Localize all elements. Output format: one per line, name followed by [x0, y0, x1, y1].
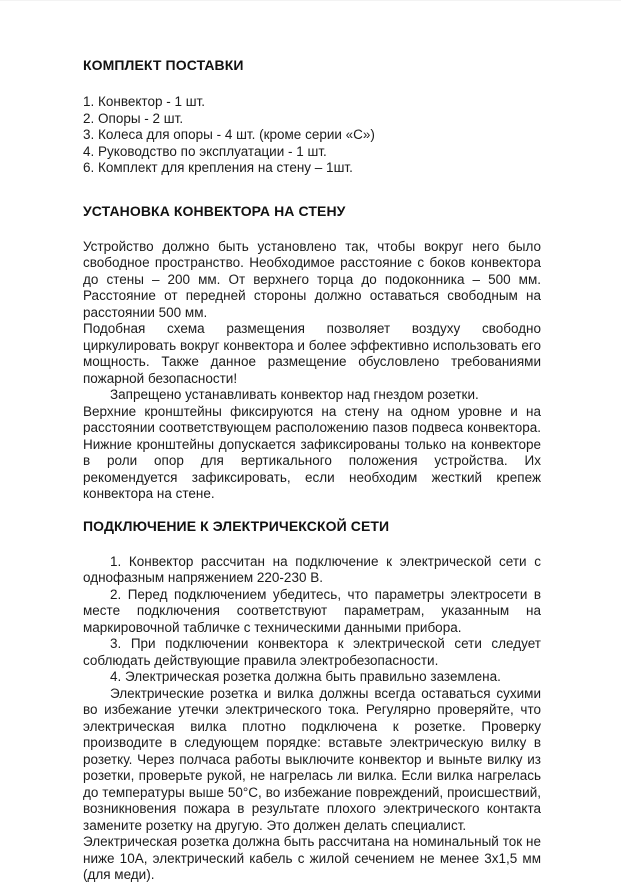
paragraph: Электрическая розетка должна быть рассчитана на номинальный ток не ниже 10А, электрический кабель с жилой сечением не менее 3х1,5 мм (для меди). [83, 834, 541, 882]
section-heading-delivery-set: КОМПЛЕКТ ПОСТАВКИ [83, 57, 244, 73]
paragraph: Устройство должно быть установлено так, чтобы вокруг него было свободное пространство. Необходимое расстояние с боков конвектора до стены – 200 мм. От верхнего торца до подоконника – 500 мм. Расстояние от передней стороны должно оставаться свободным на расстоянии 500 мм. [83, 238, 541, 320]
wall-installation-text [83, 239, 541, 503]
mains-connection-text [83, 554, 541, 884]
paragraph: 2. Перед подключением убедитесь, что параметры электросети в месте подключения соответствуют параметрам, указанным на маркировочной табличке с техническими данными прибора. [83, 586, 541, 635]
paragraph: Верхние кронштейны фиксируются на стену на одном уровне и на расстоянии соответствующем расположению пазов подвеса конвектора. Нижние кронштейны допускается зафиксированы только на конвекторе в роли опор для вертикального положения устройства. Их рекомендуется зафиксировать, если необходим жесткий крепеж конвектора на стене. [83, 403, 541, 501]
section-heading-wall-installation: УСТАНОВКА КОНВЕКТОРА НА СТЕНУ [83, 202, 346, 219]
paragraph: 4. Электрическая розетка должна быть правильно заземлена. [110, 669, 501, 684]
paragraph: Подобная схема размещения позволяет воздуху свободно циркулировать вокруг конвектора и более эффективно использовать его мощность. Также данное размещение обусловлено требованиями пожарной безопасности! [83, 321, 541, 386]
paragraph: Электрические розетка и вилка должны всегда оставаться сухими во избежание утечки электрического тока. Регулярно проверяйте, что электрическая вилка плотно подключена к розетке. Проверку производите в следующем порядке: вставьте электрическую вилку в розетку. Через полчаса работы выключите конвектор и выньте вилку из розетки, проверьте рукой, не нагрелась ли вилка. Если вилка нагрелась до температуры выше 50°С, во избежание повреждений, происшествий, возникновения пожара в результате плохого электрического контакта замените розетку на другую. Это должен делать специалист. [83, 685, 541, 833]
delivery-list-item: 2. Опоры - 2 шт. [83, 110, 184, 126]
section-heading-mains-connection: ПОДКЛЮЧЕНИЕ К ЭЛЕКТРИЧЕКСКОЙ СЕТИ [83, 517, 390, 534]
delivery-list-item: 3. Колеса для опоры - 4 шт. (кроме серии «С») [83, 127, 375, 142]
delivery-list-item: 1. Конвектор - 1 шт. [83, 94, 205, 109]
paragraph: 1. Конвектор рассчитан на подключение к электрической сети с однофазным напряжением 220-230 В. [83, 553, 541, 585]
delivery-set-list [83, 94, 541, 177]
paragraph: Запрещено устанавливать конвектор над гнездом розетки. [110, 387, 479, 402]
delivery-list-item: 6. Комплект для крепления на стену – 1шт. [83, 160, 353, 175]
delivery-list-item: 4. Руководство по эксплуатации - 1 шт. [83, 143, 327, 159]
paragraph: 3. При подключении конвектора к электрической сети следует соблюдать действующие правила электробезопасности. [83, 636, 541, 668]
